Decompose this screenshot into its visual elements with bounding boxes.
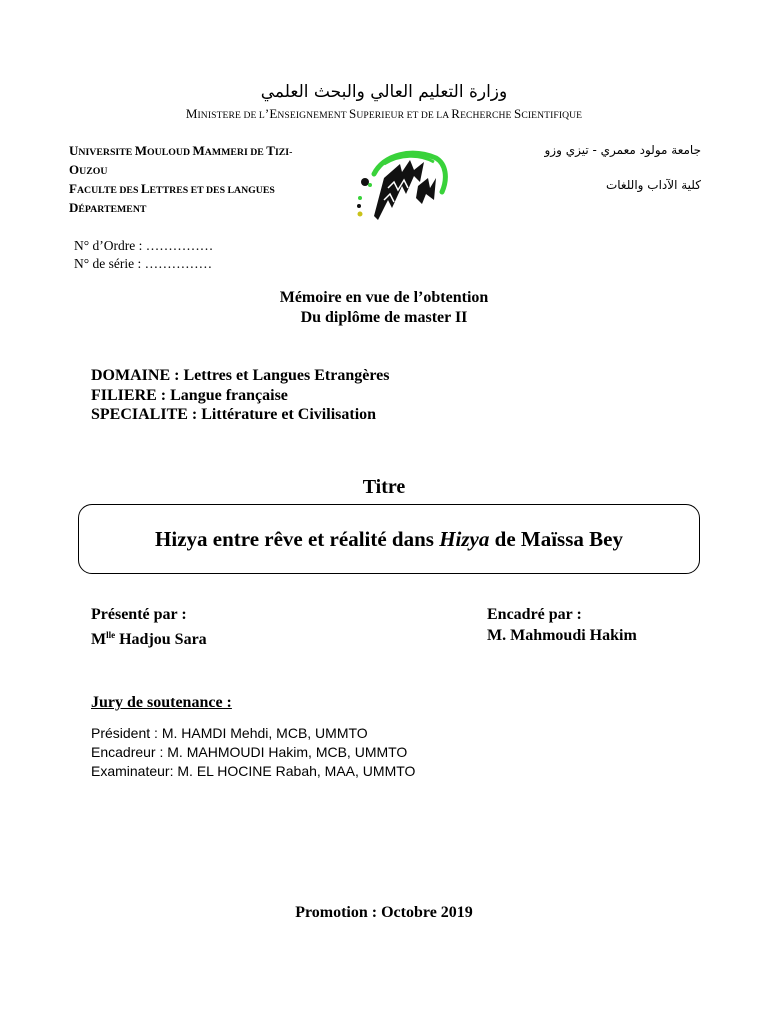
memoire-heading bbox=[0, 288, 768, 328]
memoire-line1: Mémoire en vue de l’obtention bbox=[279, 289, 489, 306]
domain-info bbox=[91, 366, 389, 425]
presented-by-label: Présenté par : bbox=[91, 606, 187, 623]
supervised-by-label: Encadré par : bbox=[487, 606, 582, 623]
university-name-arabic: جامعة مولود معمري - تيزي وزو bbox=[544, 143, 701, 157]
department-name: DÉPARTEMENT bbox=[69, 200, 147, 215]
serie-number: N° de série : …………… bbox=[74, 256, 213, 271]
specialite-line: SPECIALITE : Littérature et Civilisation bbox=[91, 406, 377, 423]
presented-by bbox=[91, 604, 207, 650]
faculty-name: FACULTE DES LETTRES ET DES LANGUES bbox=[69, 181, 275, 196]
thesis-title-box bbox=[78, 504, 700, 574]
jury-member: Examinateur: M. EL HOCINE Rabah, MAA, UMMTO bbox=[91, 763, 416, 779]
jury-title: Jury de soutenance : bbox=[91, 694, 232, 711]
jury-list bbox=[91, 724, 415, 781]
faculty-name-arabic: كلية الآداب واللغات bbox=[605, 178, 701, 192]
jury-member: Encadreur : M. MAHMOUDI Hakim, MCB, UMMTO bbox=[91, 744, 408, 760]
supervised-by bbox=[487, 604, 637, 646]
memoire-line2: Du diplôme de master II bbox=[300, 309, 468, 326]
university-name-line2: OUZOU bbox=[69, 162, 108, 177]
ordre-number: N° d’Ordre : …………… bbox=[74, 238, 214, 253]
university-block-french bbox=[69, 142, 339, 218]
supervisor-name: M. Mahmoudi Hakim bbox=[487, 627, 637, 644]
student-name: $M^{lle}$ Hadjou Sara bbox=[91, 630, 207, 648]
jury-member: Président : M. HAMDI Mehdi, MCB, UMMTO bbox=[91, 725, 368, 741]
thesis-title: Hizya entre rêve et réalité dans Hizya de Maïssa Bey bbox=[155, 526, 623, 551]
ministry-title-french: MINISTERE DE L’ENSEIGNEMENT SUPERIEUR ET DE LA RECHERCHE SCIENTIFIQUE bbox=[185, 106, 583, 121]
university-name-line1: UNIVERSITE MOULOUD MAMMERI DE TIZI- bbox=[69, 143, 293, 158]
domaine-line: DOMAINE : Lettres et Langues Etrangères bbox=[91, 367, 390, 384]
reference-numbers bbox=[74, 237, 213, 273]
titre-label: Titre bbox=[362, 476, 406, 498]
promotion: Promotion : Octobre 2019 bbox=[295, 904, 473, 921]
filiere-line: FILIERE : Langue française bbox=[91, 386, 288, 404]
university-logo bbox=[344, 148, 450, 224]
ministry-title-arabic: وزارة التعليم العالي والبحث العلمي bbox=[260, 82, 508, 102]
